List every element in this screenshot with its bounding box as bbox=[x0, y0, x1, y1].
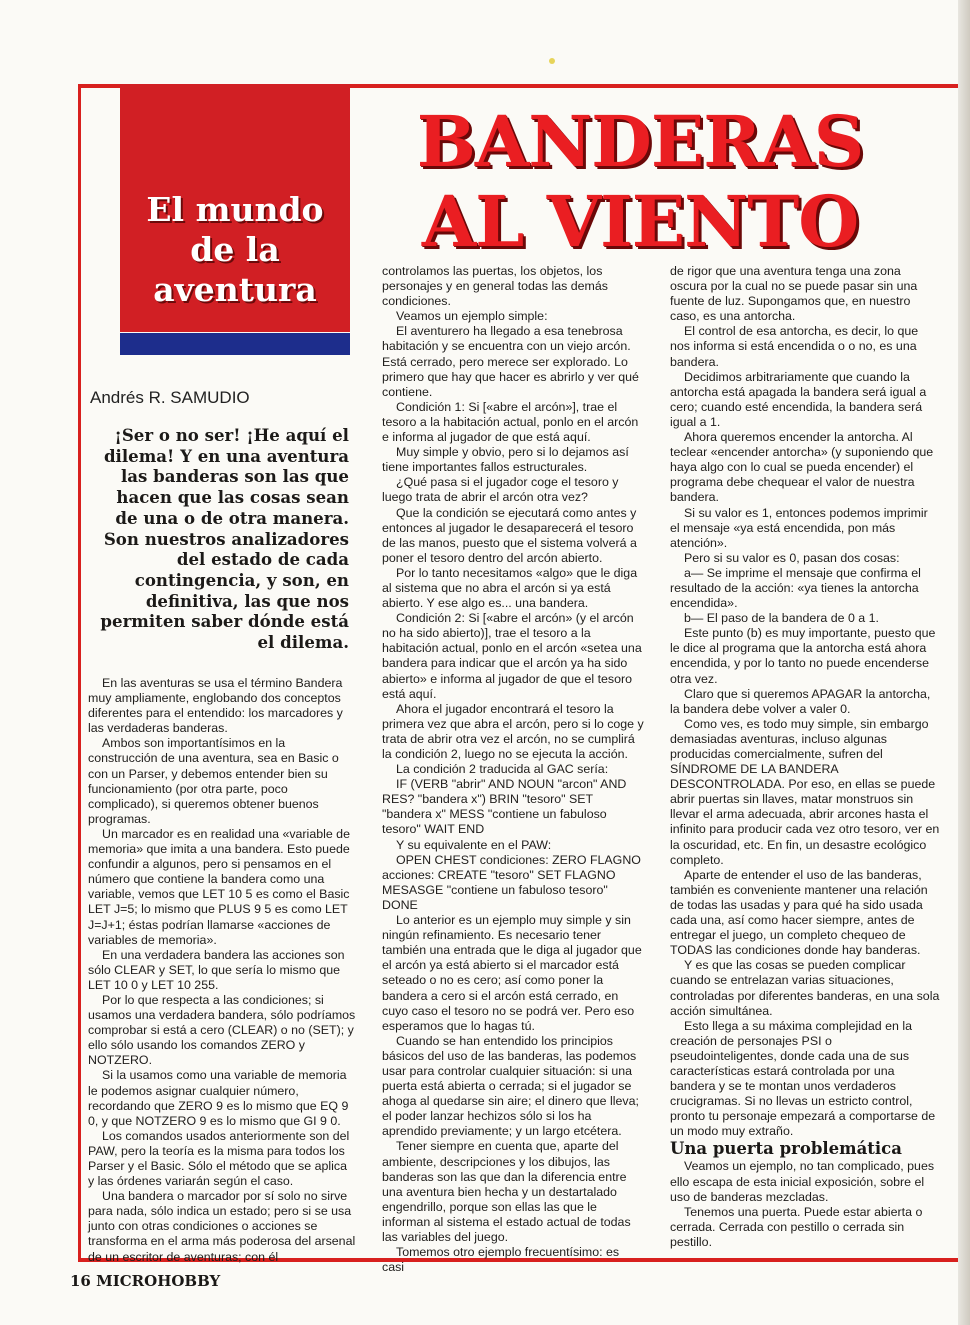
section-title bbox=[146, 190, 323, 310]
paragraph: Decidimos arbitrariamente que cuando la antorcha está apagada la bandera será igual a cero; cuando esté encendida, la bandera será igual a 1. bbox=[670, 369, 927, 429]
paragraph: a— Se imprime el mensaje que confirma el resultado de la acción: «ya tienes la antorcha encendida». bbox=[670, 565, 921, 611]
paragraph: Una bandera o marcador por sí solo no sirve para nada, sólo indica un estado; pero si se usa junto con otras condiciones o acciones se transforma en el arma más poderosa del arsenal de un escritor de aventuras; con él bbox=[88, 1189, 356, 1264]
column-3 bbox=[670, 264, 940, 1250]
paragraph: Muy simple y obvio, pero si lo dejamos así tiene importantes fallos estructurales. bbox=[382, 445, 629, 475]
section-title-line: aventura bbox=[153, 270, 317, 309]
headline-line: BANDERAS bbox=[416, 100, 864, 183]
paragraph: Los comandos usados anteriormente son del PAW, pero la teoría es la misma para todos los Parser y el Basic. Sólo el método que se aplica y las órdenes variarán según el caso. bbox=[88, 1128, 350, 1189]
author-byline: Andrés R. SAMUDIO bbox=[90, 388, 250, 407]
paragraph: Lo anterior es un ejemplo muy simple y sin ningún refinamiento. Es necesario tener también una entrada que le diga al jugador que el arcón ya está abierto si el marcador está seteado o no es cero; así como poner la bandera a cero si el arcón está cerrado, en cuyo caso el tesoro no se podrá ver. Pero eso esperamos que lo hagas tú. bbox=[382, 913, 642, 1033]
subheading: Una puerta problemática bbox=[670, 1139, 902, 1159]
paragraph: Esto llega a su máxima complejidad en la creación de personajes PSI o pseudointeligentes, donde cada una de sus características estará controlada por una bandera y se te montan unos verdaderos crucigramas. Si no llevas un estricto control, pronto tu personaje empezará a comportarse de un modo muy extraño. bbox=[670, 1018, 936, 1139]
paragraph: El aventurero ha llegado a esa tenebrosa habitación y se encuentra con un viejo arcón. Está cerrado, pero merece ser explorado. Lo primero que hay que hacer es abrirlo y ver qué contiene. bbox=[382, 324, 639, 399]
paragraph: En las aventuras se usa el término Bandera muy ampliamente, englobando dos conceptos diferentes para el entendido: los marcadores y las verdaderas banderas. bbox=[88, 676, 343, 736]
page-folio: 16 MICROHOBBY bbox=[70, 1272, 221, 1290]
paragraph: Pero si su valor es 0, pasan dos cosas: bbox=[684, 550, 900, 565]
paragraph: Ambos son importantísimos en la construcción de una aventura, sea en Basic o con un Parser, y debemos entender bien su funcionamiento (por otra parte, poco complicado), si queremos obtener buenos programas. bbox=[88, 736, 339, 826]
paragraph: El control de esa antorcha, es decir, lo que nos informa si está encendida o o no, es una bandera. bbox=[670, 324, 919, 369]
paragraph: ¿Qué pasa si el jugador coge el tesoro y luego trata de abrir el arcón otra vez? bbox=[382, 475, 619, 505]
page-edge bbox=[958, 0, 970, 1325]
paragraph: Ahora el jugador encontrará el tesoro la primera vez que abra el arcón, pero si lo coge y trata de abrir otra vez el arcón, no se cumplirá la condición 2, luego no se ejecuta la acción. bbox=[382, 701, 644, 761]
paragraph: Si su valor es 1, entonces podemos imprimir el mensaje «ya está encendida, pon más atención». bbox=[670, 505, 928, 550]
paragraph: Si la usamos como una variable de memoria le podemos asignar cualquier número, recordando que ZERO 9 es lo mismo que EQ 9 0, y que NOTZERO 9 es lo mismo que GI 9 0. bbox=[88, 1068, 349, 1128]
paragraph: Tener siempre en cuenta que, aparte del ambiente, descripciones y los dibujos, las banderas son las que dan la diferencia entre una aventura bien hecha y un destartalado engendrillo, porque son ellas las que le informan al sistema el estado actual de todas las variables del juego. bbox=[382, 1139, 631, 1244]
paragraph: controlamos las puertas, los objetos, los personajes y en general todas las demás condiciones. bbox=[382, 264, 608, 309]
paragraph: Como ves, es todo muy simple, sin embargo demasiadas aventuras, incluso algunas producidas comercialmente, sufren del SÍNDROME DE LA BANDERA DESCONTROLADA. Por eso, en ellas se puede abrir puertas sin llaves, matar monstruos sin llevar el arma adecuada, abrir arcones hasta el infinito para producir cada vez otro tesoro, ver en la oscuridad, etc. En fin, un desastre ecológico completo. bbox=[670, 716, 940, 867]
paragraph: Condición 2: Si [«abre el arcón» (y el arcón no ha sido abierto)], trae el tesoro a la habitación actual, ponlo en el arcón «setea una bandera para indicar que el arcón ya ha sido abierto» e informa al jugador de que el tesoro está aquí. bbox=[382, 611, 642, 701]
lead-paragraph: ¡Ser o no ser! ¡He aquí el dilema! Y en una aventura las banderas son las que hacen que las cosas sean de una o de otra manera. Son nuestros analizadores del estado de cada contingencia, y son, en definitiva, las que nos permiten saber dónde está el dilema. bbox=[100, 425, 349, 653]
paragraph: Un marcador es en realidad una «variable de memoria» que imita a una bandera. Esto puede confundir a algunos, pero si pensamos en el número que contiene la bandera como una variable, vemos que LET 10 5 es como el Basic LET J=5; lo mismo que PLUS 9 5 es como LET J=J+1; éstas podrían llamarse «acciones de variables de memoria». bbox=[88, 826, 350, 947]
paragraph: Cuando se han entendido los principios básicos del uso de las banderas, las podemos usar para controlar cualquier situación: si una puerta está abierta o cerrada; si el jugador se ahoga al quedarse sin aire; el dinero que lleva; el poder lanzar hechizos sólo si los ha aprendido previamente; y un largo etcétera. bbox=[382, 1033, 639, 1139]
paragraph: Tenemos una puerta. Puede estar abierta o cerrada. Cerrada con pestillo o cerrada sin pestillo. bbox=[670, 1204, 923, 1249]
section-bar bbox=[120, 333, 350, 355]
section-title-line: El mundo bbox=[146, 190, 324, 229]
paragraph: Aparte de entender el uso de las banderas, también es conveniente mantener una relación de todas las usadas y para qué ha sido usada cada una, así como hacer siempre, antes de entregar el juego, un completo chequeo de TODAS las condiciones donde hay banderas. bbox=[670, 867, 928, 958]
section-title-line: de la bbox=[190, 230, 280, 269]
paragraph: Y su equivalente en el PAW: bbox=[396, 837, 552, 852]
paragraph: Veamos un ejemplo simple: bbox=[396, 309, 548, 324]
paragraph: Y es que las cosas se pueden complicar cuando se entrelazan varias situaciones, controladas por diferentes banderas, en una sola acción simultánea. bbox=[670, 958, 940, 1018]
code-line: OPEN CHEST condiciones: ZERO FLAGNO acciones: CREATE "tesoro" SET FLAGNO MESASGE "contiene un fabuloso tesoro" DONE bbox=[382, 852, 641, 912]
column-1 bbox=[88, 676, 356, 1265]
paragraph: Condición 1: Si [«abre el arcón»], trae el tesoro a la habitación actual, ponlo en el arcón e informa al jugador de que está aquí. bbox=[382, 399, 639, 445]
paragraph: Este punto (b) es muy importante, puesto que le dice al programa que la antorcha está ahora encendida, y por lo tanto no puede encenderse otra vez. bbox=[670, 626, 936, 686]
column-2 bbox=[382, 264, 644, 1275]
paragraph: Veamos un ejemplo, no tan complicado, pues ello escapa de esta inicial exposición, sobre el uso de banderas mezcladas. bbox=[670, 1159, 935, 1204]
headline-line: AL VIENTO bbox=[421, 180, 859, 263]
paragraph: Claro que si queremos APAGAR la antorcha, la bandera debe volver a valer 0. bbox=[670, 686, 931, 716]
paragraph: de rigor que una aventura tenga una zona oscura por la cual no se puede pasar sin una fuente de luz. Supongamos que, en nuestro caso, es una antorcha. bbox=[670, 264, 918, 324]
article-headline bbox=[410, 102, 870, 262]
frame-left-rule bbox=[78, 84, 81, 1262]
paragraph: Que la condición se ejecutará como antes y entonces al jugador le desaparecerá el tesoro de las manos, puesto que el sistema volverá a poner el tesoro dentro del arcón abierto. bbox=[382, 505, 637, 565]
paragraph: Ahora queremos encender la antorcha. Al teclear «encender antorcha» (y suponiendo que haya algo con lo cual se pueda encender) el programa debe chequear el valor de nuestra bandera. bbox=[670, 430, 934, 505]
print-mark bbox=[549, 58, 555, 64]
code-line: IF (VERB "abrir" AND NOUN "arcon" AND RES? "bandera x") BRIN "tesoro" SET "bandera x" MESS "contiene un fabuloso tesoro" WAIT END bbox=[382, 777, 627, 837]
paragraph: b— El paso de la bandera de 0 a 1. bbox=[684, 611, 879, 626]
paragraph: Tomemos otro ejemplo frecuentísimo: es casi bbox=[382, 1245, 620, 1275]
paragraph: La condición 2 traducida al GAC sería: bbox=[396, 762, 609, 777]
paragraph: Por lo tanto necesitamos «algo» que le diga al sistema que no abra el arcón si ya está abierto. Y ese algo es... una bandera. bbox=[382, 565, 638, 611]
section-box bbox=[120, 84, 350, 332]
paragraph: Por lo que respecta a las condiciones; si usamos una verdadera bandera, sólo podríamos comprobar si está a cero (CLEAR) o no (SET); y ello sólo usando los comandos ZERO y NOTZERO. bbox=[88, 992, 356, 1068]
paragraph: En una verdadera bandera las acciones son sólo CLEAR y SET, lo que sería lo mismo que LET 10 0 y LET 10 255. bbox=[88, 947, 345, 992]
